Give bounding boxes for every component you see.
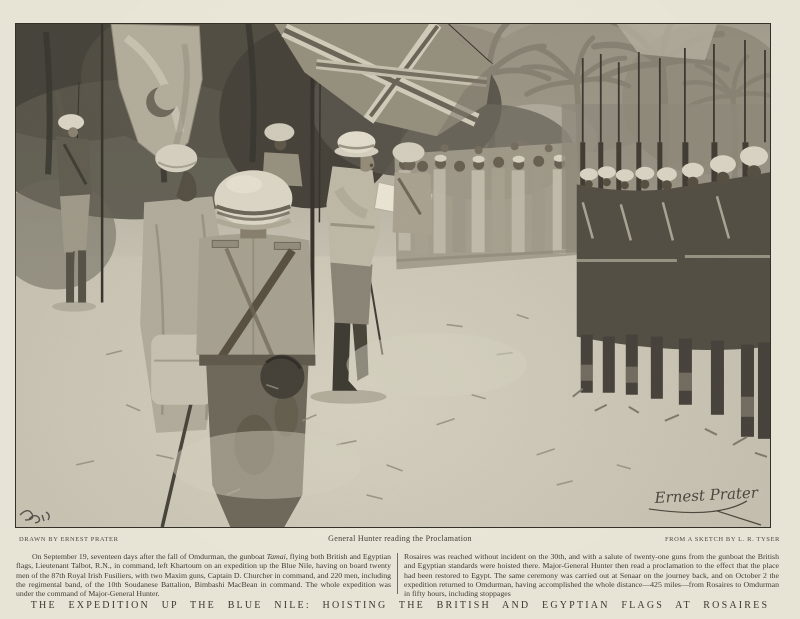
- article-left-pre: On September 19, seventeen days after the fall of Omdurman, the gunboat: [32, 552, 267, 561]
- article-text: [16, 552, 784, 598]
- credits-row: [0, 534, 800, 548]
- column-divider-rule: [397, 553, 398, 594]
- article-paragraph-right: Rosaires was reached without incident on the 30th, and with a salute of twenty-one guns from the gunboat the British and Egyptian standards were hoisted there. Major-General Hunter then read a proclamation to the effect that the place had been restored to Egypt. The same ceremony was carried out at Senaar on the journey back, and on October 2 the expedition returned to Omdurman, having accomplished the whole distance—425 miles—from Rosaires to Omdurman in fifty hours, including stoppages: [404, 552, 779, 599]
- halftone-grain: [16, 24, 770, 527]
- plate-caption: General Hunter reading the Proclamation: [328, 534, 472, 543]
- engraving-plate: [15, 23, 771, 528]
- sketch-credit: FROM A SKETCH BY L. R. TYSER: [664, 536, 780, 543]
- article-column-right: [404, 552, 779, 598]
- drawn-by-credit: DRAWN BY ERNEST PRATER: [19, 536, 119, 543]
- engraving-scene: [16, 24, 770, 527]
- article-paragraph-left: [16, 552, 391, 598]
- article-column-left: [16, 552, 391, 598]
- article-left-post: , flying both British and Egyptian flags, Lieutenant Talbot, R.N., in command, left Khartoum on an expedition up the Blue Nile, having on board twenty men of the 87th Royal Irish Fusiliers, with two Maxim guns, Captain D. Churcher in command, and 220 men, including the regimental band, of the 10th Soudanese Battalion, Bimbashi MacBean in command. The whole expedition was under the command of Major-General Hunter.: [16, 552, 391, 599]
- gunboat-name: Tamai: [266, 552, 286, 561]
- svg-text:Ernest Prater: Ernest Prater: [654, 483, 759, 507]
- headline: THE EXPEDITION UP THE BLUE NILE: HOISTING THE BRITISH AND EGYPTIAN FLAGS AT ROSAIRES: [30, 600, 770, 611]
